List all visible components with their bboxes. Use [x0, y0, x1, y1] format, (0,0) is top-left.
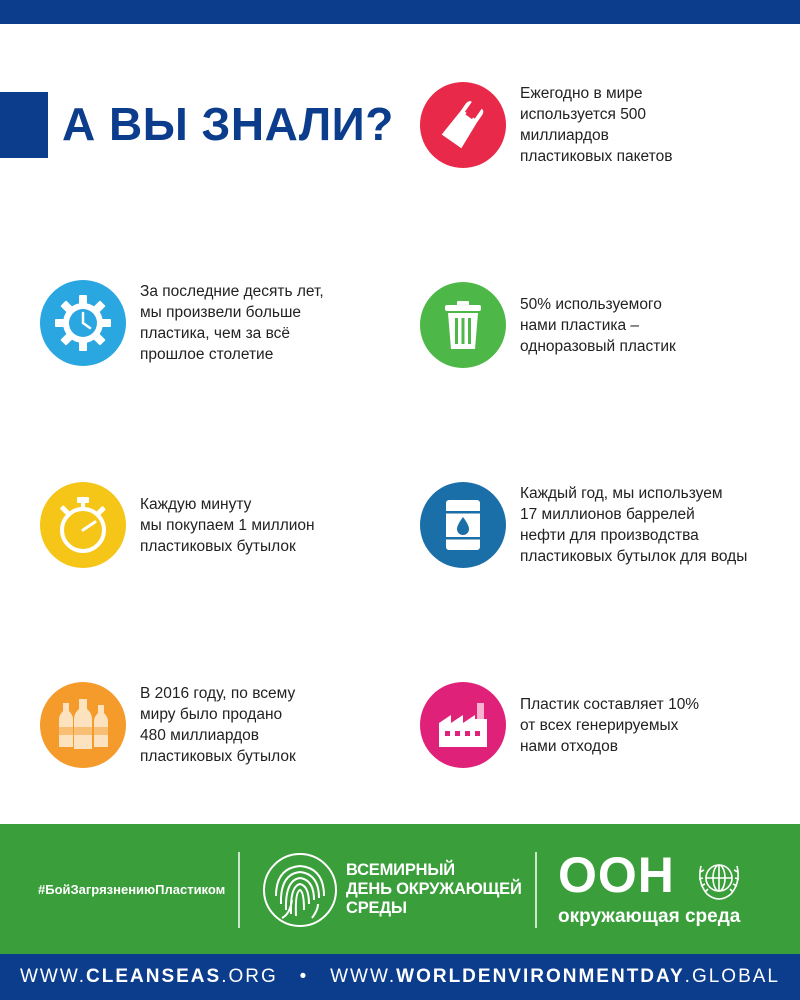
fact-bottles-2016	[40, 682, 296, 768]
fact-text: Каждую минуту мы покупаем 1 миллион пластиковых бутылок	[140, 495, 315, 555]
fingerprint-logo-icon	[262, 852, 338, 928]
factory-icon	[420, 682, 506, 768]
footer-divider	[238, 852, 240, 928]
fact-text: Пластик составляет 10% от всех генерируемых нами отходов	[520, 695, 700, 755]
fact-text: 50% используемого нами пластика – одноразовый пластик	[520, 295, 676, 355]
fact-waste-share	[420, 682, 699, 768]
gear-clock-icon	[40, 280, 126, 366]
title-accent-block	[0, 92, 48, 158]
oil-barrel-icon	[420, 482, 506, 568]
fact-text: Ежегодно в мире используется 500 миллиардов пластиковых пакетов	[520, 85, 673, 165]
hashtag: #БойЗагрязнениюПластиком	[38, 882, 226, 897]
un-logo-text: ООН	[558, 847, 675, 903]
fact-text: В 2016 году, по всему миру было продано 480 миллиардов пластиковых бутылок	[140, 685, 296, 765]
cleanseas-link[interactable]: WWW.CLEANSEAS.ORG	[19, 966, 278, 987]
fact-oil-barrels	[420, 482, 747, 568]
bottles-icon	[40, 682, 126, 768]
un-emblem-icon	[693, 852, 745, 904]
page-title: А ВЫ ЗНАЛИ?	[62, 98, 394, 150]
un-environment-text: окружающая среда	[558, 906, 741, 927]
worldenvironmentday-link[interactable]: WWW.WORLDENVIRONMENTDAY.GLOBAL	[330, 966, 780, 987]
footer-divider	[535, 852, 537, 928]
footer-urls	[0, 966, 800, 988]
top-bar	[0, 0, 800, 24]
fact-plastic-decade	[40, 280, 324, 366]
fact-text: Каждый год, мы используем 17 миллионов баррелей нефти для производства пластиковых бутылок для воды	[520, 485, 748, 565]
plastic-bag-icon	[420, 82, 506, 168]
world-environment-day-text: ВСЕМИРНЫЙ ДЕНЬ ОКРУЖАЮЩЕЙ СРЕДЫ	[346, 861, 522, 917]
fact-single-use	[420, 282, 676, 368]
fact-text: За последние десять лет, мы произвели больше пластика, чем за всё прошлое столетие	[140, 283, 324, 363]
fact-plastic-bags	[420, 82, 672, 168]
fact-bottles-per-minute	[40, 482, 315, 568]
url-separator: •	[299, 966, 309, 987]
trash-can-icon	[420, 282, 506, 368]
stopwatch-icon	[40, 482, 126, 568]
